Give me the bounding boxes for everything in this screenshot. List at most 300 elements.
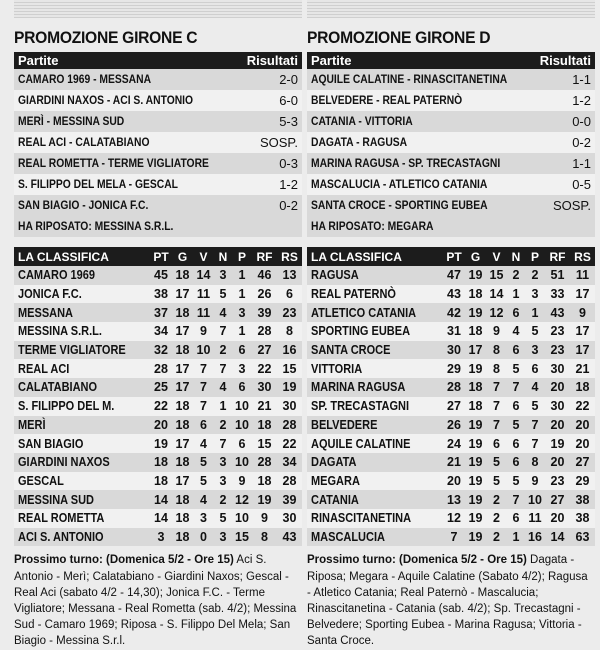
team-name-cell: [14, 266, 150, 285]
stat-cell: 3: [525, 285, 545, 304]
stat-cell: 19: [465, 528, 486, 547]
stat-cell: 7: [214, 434, 232, 453]
stat-cell: 20: [443, 472, 465, 491]
stat-cell: 6: [232, 378, 252, 397]
standings-row: [14, 528, 302, 547]
stat-cell: 18: [150, 472, 172, 491]
stat-cell: 19: [277, 378, 302, 397]
match-row: [307, 132, 595, 153]
team-name-cell: [14, 416, 150, 435]
stat-cell: 21: [443, 453, 465, 472]
match-teams: S. FILIPPO DEL MELA - GESCAL: [18, 177, 178, 191]
stat-cell: 47: [443, 266, 465, 285]
team-name: MEGARA: [311, 473, 360, 488]
stat-cell: 20: [570, 434, 595, 453]
team-name: RAGUSA: [311, 268, 359, 283]
stat-cell: 10: [232, 397, 252, 416]
stat-cell: 38: [150, 285, 172, 304]
team-name-cell: [307, 434, 443, 453]
rest-note: [14, 216, 302, 237]
stat-cell: 14: [193, 266, 214, 285]
section-title: PROMOZIONE GIRONE D: [307, 28, 491, 47]
top-decor-band: [14, 0, 302, 18]
stat-cell: 14: [150, 509, 172, 528]
stat-cell: 20: [545, 378, 570, 397]
stat-cell: 6: [507, 397, 525, 416]
stat-cell: 5: [525, 397, 545, 416]
stat-cell: 17: [172, 434, 193, 453]
standings-header-cell: G: [172, 247, 193, 266]
stat-cell: 43: [277, 528, 302, 547]
stat-cell: 1: [232, 285, 252, 304]
stat-cell: 27: [252, 341, 277, 360]
match-result: SOSP.: [552, 198, 591, 213]
team-name: CAMARO 1969: [18, 268, 96, 283]
standings-header-cell: RF: [545, 247, 570, 266]
team-name: GIARDINI NAXOS: [18, 455, 110, 470]
stat-cell: 18: [172, 509, 193, 528]
stat-cell: 2: [214, 341, 232, 360]
stat-cell: 18: [150, 453, 172, 472]
stat-cell: 12: [486, 303, 507, 322]
stat-cell: 7: [214, 359, 232, 378]
standings-row: [307, 397, 595, 416]
stat-cell: 11: [570, 266, 595, 285]
standings-row: [307, 378, 595, 397]
stat-cell: 22: [570, 397, 595, 416]
next-round: [14, 552, 302, 649]
stat-cell: 21: [570, 359, 595, 378]
stat-cell: 17: [570, 322, 595, 341]
stat-cell: 2: [214, 416, 232, 435]
match-result: 5-3: [279, 114, 298, 129]
team-name-cell: [14, 378, 150, 397]
match-teams: MASCALUCIA - ATLETICO CATANIA: [311, 177, 488, 191]
stat-cell: 25: [150, 378, 172, 397]
match-teams: REAL ACI - CALATABIANO: [18, 135, 150, 149]
stat-cell: 7: [507, 490, 525, 509]
standings-row: [307, 490, 595, 509]
stat-cell: 14: [545, 528, 570, 547]
stat-cell: 46: [252, 266, 277, 285]
standings-table: [14, 247, 302, 546]
stat-cell: 12: [443, 509, 465, 528]
team-name: MARINA RAGUSA: [311, 380, 406, 395]
stat-cell: 32: [150, 341, 172, 360]
standings-header-cell: RF: [252, 247, 277, 266]
stat-cell: 22: [252, 359, 277, 378]
team-name-cell: [307, 397, 443, 416]
standings-row: [14, 285, 302, 304]
stat-cell: 1: [525, 303, 545, 322]
team-name-cell: [307, 359, 443, 378]
team-name-cell: [307, 528, 443, 547]
stat-cell: 7: [214, 322, 232, 341]
team-name: GESCAL: [18, 473, 64, 488]
stat-cell: 20: [545, 453, 570, 472]
match-row: [14, 69, 302, 90]
stat-cell: 18: [172, 453, 193, 472]
stat-cell: 1: [507, 285, 525, 304]
standings-row: [14, 303, 302, 322]
girone-c-column: [14, 0, 302, 650]
stat-cell: 4: [507, 322, 525, 341]
team-name: SPORTING EUBEA: [311, 324, 411, 339]
next-round-label: Prossimo turno: (Domenica 5/2 - Ore 15): [14, 554, 234, 567]
stat-cell: 10: [232, 416, 252, 435]
next-round-label: Prossimo turno: (Domenica 5/2 - Ore 15): [307, 554, 527, 567]
team-name: MASCALUCIA: [311, 529, 385, 544]
match-teams: SAN BIAGIO - JONICA F.C.: [18, 198, 149, 212]
stat-cell: 30: [545, 397, 570, 416]
stat-cell: 6: [232, 341, 252, 360]
match-row: [307, 195, 595, 216]
team-name-cell: [14, 490, 150, 509]
match-row: [14, 153, 302, 174]
stat-cell: 11: [525, 509, 545, 528]
stat-cell: 7: [525, 416, 545, 435]
team-name: SAN BIAGIO: [18, 436, 84, 451]
stat-cell: 23: [545, 472, 570, 491]
match-teams: DAGATA - RAGUSA: [311, 135, 408, 149]
standings-row: [307, 434, 595, 453]
stat-cell: 19: [465, 490, 486, 509]
stat-cell: 23: [277, 303, 302, 322]
standings-row: [307, 341, 595, 360]
stat-cell: 37: [150, 303, 172, 322]
stat-cell: 18: [172, 341, 193, 360]
stat-cell: 11: [193, 303, 214, 322]
match-teams: GIARDINI NAXOS - ACI S. ANTONIO: [18, 93, 194, 107]
stat-cell: 43: [443, 285, 465, 304]
stat-cell: 10: [232, 453, 252, 472]
stat-cell: 15: [252, 434, 277, 453]
team-name-cell: [14, 434, 150, 453]
stat-cell: 5: [193, 472, 214, 491]
stat-cell: 9: [486, 322, 507, 341]
stat-cell: 18: [172, 266, 193, 285]
stat-cell: 42: [443, 303, 465, 322]
team-name-cell: [14, 359, 150, 378]
stat-cell: 5: [486, 453, 507, 472]
stat-cell: 3: [193, 509, 214, 528]
standings-header-cell: V: [486, 247, 507, 266]
match-result: 0-3: [279, 156, 298, 171]
match-result: 1-1: [572, 72, 591, 87]
matches-header-teams: Partite: [18, 53, 59, 68]
standings-header-cell: LA CLASSIFICA: [14, 247, 150, 266]
stat-cell: 3: [525, 341, 545, 360]
matches-list: [307, 69, 595, 216]
stat-cell: 13: [277, 266, 302, 285]
stat-cell: 8: [252, 528, 277, 547]
team-name: ATLETICO CATANIA: [311, 305, 417, 320]
stat-cell: 19: [545, 434, 570, 453]
stat-cell: 18: [172, 528, 193, 547]
match-row: [307, 69, 595, 90]
stat-cell: 26: [252, 285, 277, 304]
standings-row: [307, 416, 595, 435]
stat-cell: 0: [193, 528, 214, 547]
stat-cell: 22: [150, 397, 172, 416]
stat-cell: 17: [570, 341, 595, 360]
stat-cell: 18: [570, 378, 595, 397]
stat-cell: 5: [214, 509, 232, 528]
team-name-cell: [307, 303, 443, 322]
stat-cell: 45: [150, 266, 172, 285]
stat-cell: 39: [277, 490, 302, 509]
standings-row: [14, 434, 302, 453]
match-row: [307, 90, 595, 111]
match-row: [14, 195, 302, 216]
standings-row: [14, 359, 302, 378]
stat-cell: 17: [172, 285, 193, 304]
team-name-cell: [307, 453, 443, 472]
team-name: VITTORIA: [311, 361, 363, 376]
next-round: [307, 552, 595, 649]
stat-cell: 16: [277, 341, 302, 360]
team-name-cell: [14, 341, 150, 360]
matches-list: [14, 69, 302, 216]
stat-cell: 18: [465, 285, 486, 304]
team-name: SP. TRECASTAGNI: [311, 399, 409, 414]
stat-cell: 20: [150, 416, 172, 435]
stat-cell: 15: [232, 528, 252, 547]
stat-cell: 43: [545, 303, 570, 322]
stat-cell: 18: [172, 490, 193, 509]
standings-row: [14, 472, 302, 491]
stat-cell: 30: [277, 509, 302, 528]
standings-header-cell: P: [525, 247, 545, 266]
stat-cell: 18: [465, 397, 486, 416]
matches-header-teams: Partite: [311, 53, 352, 68]
standings-row: [14, 509, 302, 528]
stat-cell: 2: [525, 266, 545, 285]
stat-cell: 2: [486, 509, 507, 528]
stat-cell: 9: [252, 509, 277, 528]
match-teams: AQUILE CALATINE - RINASCITANETINA: [311, 72, 508, 86]
standings-row: [14, 322, 302, 341]
stat-cell: 10: [193, 341, 214, 360]
stat-cell: 7: [507, 378, 525, 397]
standings-header-cell: N: [214, 247, 232, 266]
stat-cell: 18: [172, 303, 193, 322]
stat-cell: 9: [570, 303, 595, 322]
team-name: MESSANA: [18, 305, 74, 320]
stat-cell: 8: [525, 453, 545, 472]
stat-cell: 29: [443, 359, 465, 378]
match-result: 1-2: [279, 177, 298, 192]
stat-cell: 28: [277, 472, 302, 491]
stat-cell: 19: [465, 359, 486, 378]
stat-cell: 1: [507, 528, 525, 547]
standings-row: [307, 266, 595, 285]
match-result: 0-5: [572, 177, 591, 192]
team-name-cell: [14, 528, 150, 547]
stat-cell: 3: [214, 528, 232, 547]
stat-cell: 1: [232, 266, 252, 285]
standings-header-cell: G: [465, 247, 486, 266]
stat-cell: 6: [507, 509, 525, 528]
stat-cell: 19: [150, 434, 172, 453]
stat-cell: 7: [486, 397, 507, 416]
team-name: REAL PATERNÒ: [311, 287, 396, 302]
stat-cell: 51: [545, 266, 570, 285]
team-name: AQUILE CALATINE: [311, 436, 411, 451]
standings-row: [14, 341, 302, 360]
stat-cell: 15: [486, 266, 507, 285]
match-row: [14, 90, 302, 111]
standings-header-cell: N: [507, 247, 525, 266]
team-name-cell: [14, 322, 150, 341]
team-name-cell: [307, 509, 443, 528]
stat-cell: 7: [193, 378, 214, 397]
standings-header-row: [307, 247, 595, 266]
stat-cell: 17: [172, 378, 193, 397]
team-name: DAGATA: [311, 455, 357, 470]
stat-cell: 18: [172, 416, 193, 435]
stat-cell: 18: [465, 378, 486, 397]
team-name: REAL ACI: [18, 361, 70, 376]
team-name: CALATABIANO: [18, 380, 98, 395]
stat-cell: 27: [443, 397, 465, 416]
stat-cell: 23: [545, 341, 570, 360]
match-row: [14, 174, 302, 195]
stat-cell: 30: [252, 378, 277, 397]
stat-cell: 7: [486, 416, 507, 435]
match-teams: CATANIA - VITTORIA: [311, 114, 413, 128]
stat-cell: 6: [232, 434, 252, 453]
stat-cell: 30: [277, 397, 302, 416]
team-name: TERME VIGLIATORE: [18, 343, 126, 358]
team-name-cell: [307, 472, 443, 491]
standings-row: [307, 472, 595, 491]
team-name-cell: [307, 341, 443, 360]
standings-header-cell: PT: [443, 247, 465, 266]
stat-cell: 6: [507, 303, 525, 322]
team-name: JONICA F.C.: [18, 287, 82, 302]
match-row: [307, 111, 595, 132]
stat-cell: 16: [525, 528, 545, 547]
stat-cell: 33: [545, 285, 570, 304]
stat-cell: 19: [252, 490, 277, 509]
stat-cell: 39: [252, 303, 277, 322]
stat-cell: 15: [277, 359, 302, 378]
stat-cell: 11: [193, 285, 214, 304]
matches-header: [307, 52, 595, 69]
stat-cell: 3: [232, 359, 252, 378]
standings-table: [307, 247, 595, 546]
stat-cell: 19: [465, 453, 486, 472]
stat-cell: 7: [443, 528, 465, 547]
stat-cell: 6: [486, 434, 507, 453]
standings-row: [14, 490, 302, 509]
stat-cell: 3: [150, 528, 172, 547]
stat-cell: 19: [465, 509, 486, 528]
match-result: 6-0: [279, 93, 298, 108]
match-teams: REAL ROMETTA - TERME VIGLIATORE: [18, 156, 209, 170]
team-name-cell: [307, 322, 443, 341]
stat-cell: 22: [277, 434, 302, 453]
stat-cell: 5: [214, 285, 232, 304]
stat-cell: 27: [570, 453, 595, 472]
team-name-cell: [14, 397, 150, 416]
top-decor-band: [307, 0, 595, 18]
match-result: 0-2: [572, 135, 591, 150]
team-name-cell: [14, 472, 150, 491]
match-row: [307, 174, 595, 195]
standings-row: [307, 285, 595, 304]
match-teams: CAMARO 1969 - MESSANA: [18, 72, 152, 86]
stat-cell: 5: [193, 453, 214, 472]
stat-cell: 8: [486, 359, 507, 378]
matches-header-results: Risultati: [539, 53, 591, 68]
next-round-fixtures: Aci S. Antonio - Merì; Calatabiano - Giardini Naxos; Gescal - Real Aci (sabato 4/2 - 14,30); Jonica F.C. - Terme Vigliatore; Messana - Real Rometta (sab. 4/2); Messina Sud - Camaro 1969; Riposa - S. Filippo Del Mela; San Biagio - Messina S.r.l.: [14, 554, 297, 648]
stat-cell: 34: [277, 453, 302, 472]
stat-cell: 28: [277, 416, 302, 435]
stat-cell: 18: [252, 472, 277, 491]
stat-cell: 3: [232, 303, 252, 322]
team-name: ACI S. ANTONIO: [18, 529, 104, 544]
stat-cell: 5: [507, 416, 525, 435]
stat-cell: 34: [150, 322, 172, 341]
match-result: SOSP.: [259, 135, 298, 150]
stat-cell: 2: [486, 528, 507, 547]
team-name: CATANIA: [311, 492, 359, 507]
stat-cell: 6: [507, 453, 525, 472]
stat-cell: 1: [214, 397, 232, 416]
stat-cell: 8: [277, 322, 302, 341]
stat-cell: 14: [150, 490, 172, 509]
standings-header-cell: P: [232, 247, 252, 266]
team-name-cell: [14, 509, 150, 528]
stat-cell: 28: [252, 453, 277, 472]
stat-cell: 19: [465, 434, 486, 453]
standings-header-cell: RS: [570, 247, 595, 266]
standings-row: [307, 453, 595, 472]
standings-row: [14, 416, 302, 435]
match-row: [307, 153, 595, 174]
stat-cell: 38: [570, 509, 595, 528]
stat-cell: 4: [214, 378, 232, 397]
standings-row: [307, 303, 595, 322]
stat-cell: 3: [214, 266, 232, 285]
team-name-cell: [307, 266, 443, 285]
standings-header-row: [14, 247, 302, 266]
standings-row: [14, 266, 302, 285]
stat-cell: 1: [232, 322, 252, 341]
match-result: 1-2: [572, 93, 591, 108]
stat-cell: 18: [172, 397, 193, 416]
stat-cell: 3: [214, 472, 232, 491]
stat-cell: 19: [465, 472, 486, 491]
team-name-cell: [307, 416, 443, 435]
rest-text: HA RIPOSATO: MEGARA: [311, 219, 434, 233]
match-result: 0-2: [279, 198, 298, 213]
stat-cell: 6: [507, 434, 525, 453]
stat-cell: 23: [545, 322, 570, 341]
match-row: [14, 111, 302, 132]
match-result: 2-0: [279, 72, 298, 87]
stat-cell: 21: [252, 397, 277, 416]
match-teams: BELVEDERE - REAL PATERNÒ: [311, 93, 463, 107]
stat-cell: 24: [443, 434, 465, 453]
stat-cell: 7: [193, 397, 214, 416]
team-name: MESSINA S.R.L.: [18, 324, 102, 339]
team-name-cell: [14, 303, 150, 322]
stat-cell: 17: [465, 341, 486, 360]
rest-text: HA RIPOSATO: MESSINA S.R.L.: [18, 219, 174, 233]
